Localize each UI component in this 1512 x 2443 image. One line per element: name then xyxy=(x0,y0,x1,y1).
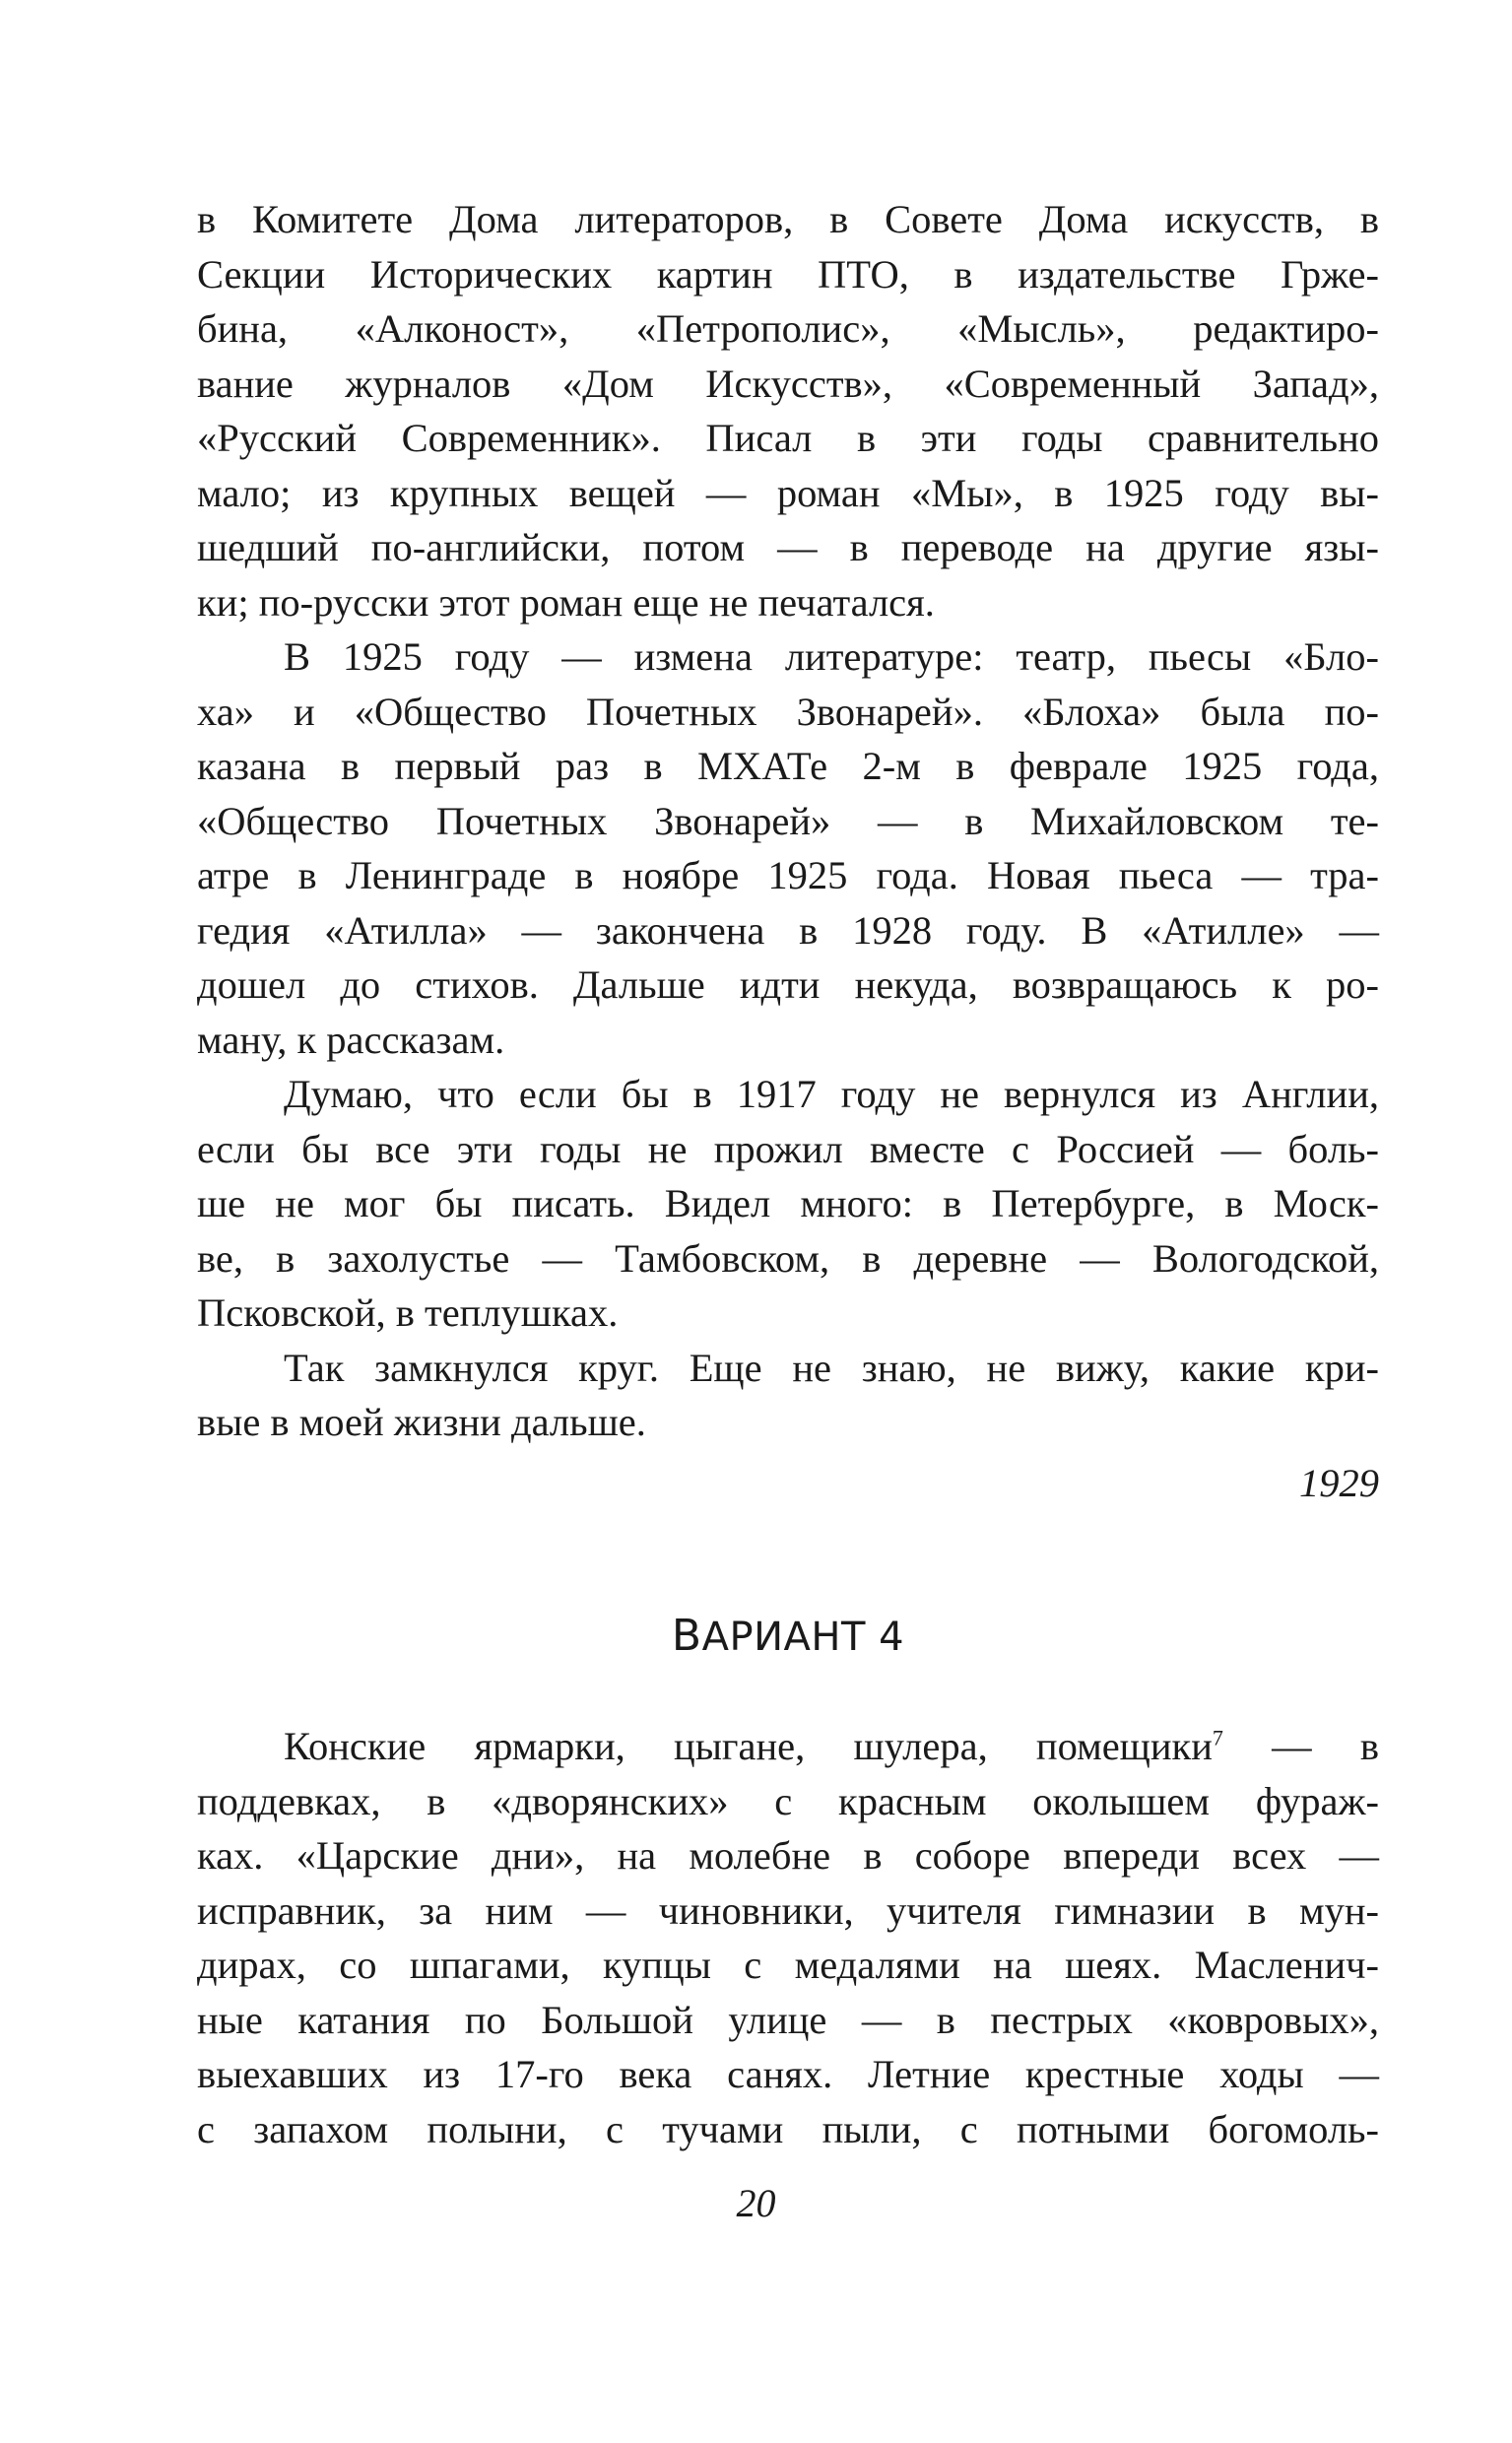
text-line: выехавших из 17-го века санях. Летние крестные ходы — xyxy=(197,2052,1379,2096)
text-line: ха» и «Общество Почетных Звонарей». «Блоха» была по- xyxy=(197,689,1379,734)
text-line: поддевках, в «дворянских» с красным околышем фураж- xyxy=(197,1778,1379,1823)
text-line: ки; по-русски этот роман еще не печатался. xyxy=(197,579,935,625)
text-line: в Комитете Дома литераторов, в Совете Дома искусств, в xyxy=(197,197,1379,241)
text-line: вые в моей жизни дальше. xyxy=(197,1400,646,1444)
text-line: если бы все эти годы не прожил вместе с Россией — боль- xyxy=(197,1126,1379,1171)
date-signature: 1929 xyxy=(1299,1460,1379,1505)
text-line: Псковской, в теплушках. xyxy=(197,1290,619,1335)
section-variant-4 xyxy=(197,1719,1379,2156)
heading-rest: АРИАНТ 4 xyxy=(701,1615,905,1660)
text-line: атре в Ленинграде в ноябре 1925 года. Новая пьеса — тра- xyxy=(197,853,1379,897)
text-line: ве, в захолустье — Тамбовском, в деревне — Вологодской, xyxy=(197,1235,1379,1281)
text-line: Так замкнулся круг. Еще не знаю, не вижу, какие кри- xyxy=(284,1345,1379,1390)
text-line: Секции Исторических картин ПТО, в издательстве Грже- xyxy=(197,251,1379,297)
text-line: с запахом полыни, с тучами пыли, с потными богомоль- xyxy=(197,2106,1379,2151)
text-line: бина, «Алконост», «Петрополис», «Мысль», редактиро- xyxy=(197,306,1379,351)
text-line: шедший по-английски, потом — в переводе на другие язы- xyxy=(197,525,1379,569)
section-heading xyxy=(197,1607,1379,1666)
heading-initial: В xyxy=(671,1611,702,1661)
text-line: мало; из крупных вещей — роман «Мы», в 1925 году вы- xyxy=(197,470,1379,515)
text-line: дошел до стихов. Дальше идти некуда, возвращаюсь к ро- xyxy=(197,962,1379,1007)
text-line: дирах, со шпагами, купцы с медалями на шеях. Масленич- xyxy=(197,1943,1379,1987)
text-line: вание журналов «Дом Искусств», «Современный Запад», xyxy=(197,361,1379,406)
page-body xyxy=(197,192,1379,2156)
text-line: Думаю, что если бы в 1917 году не вернулся из Англии, xyxy=(284,1072,1379,1116)
text-line: ках. «Царские дни», на молебне в соборе впереди всех — xyxy=(197,1833,1379,1878)
text-line: В 1925 году — измена литературе: театр, пьесы «Бло- xyxy=(284,634,1379,679)
text-line xyxy=(197,1719,1379,1774)
text-fragment: — в xyxy=(1222,1724,1380,1768)
text-line: гедия «Атилла» — закончена в 1928 году. В «Атилле» — xyxy=(197,907,1379,953)
footnote-reference[interactable]: 7 xyxy=(1212,1725,1223,1750)
text-line: «Общество Почетных Звонарей» — в Михайловском те- xyxy=(197,798,1379,843)
text-line: исправник, за ним — чиновники, учителя гимназии в мун- xyxy=(197,1887,1379,1933)
page-number: 20 xyxy=(736,2181,776,2225)
text-line: казана в первый раз в МХАТе 2-м в феврале 1925 года, xyxy=(197,744,1379,788)
text-line: ману, к рассказам. xyxy=(197,1017,505,1062)
text-line: «Русский Современник». Писал в эти годы сравнительно xyxy=(197,416,1379,460)
text-fragment: Конские ярмарки, цыгане, шулера, помещики xyxy=(284,1724,1213,1768)
text-line: ные катания по Большой улице — в пестрых «ковровых», xyxy=(197,1997,1379,2042)
text-line: ше не мог бы писать. Видел много: в Петербурге, в Моск- xyxy=(197,1181,1379,1225)
section-autobiography-end xyxy=(197,192,1379,1510)
